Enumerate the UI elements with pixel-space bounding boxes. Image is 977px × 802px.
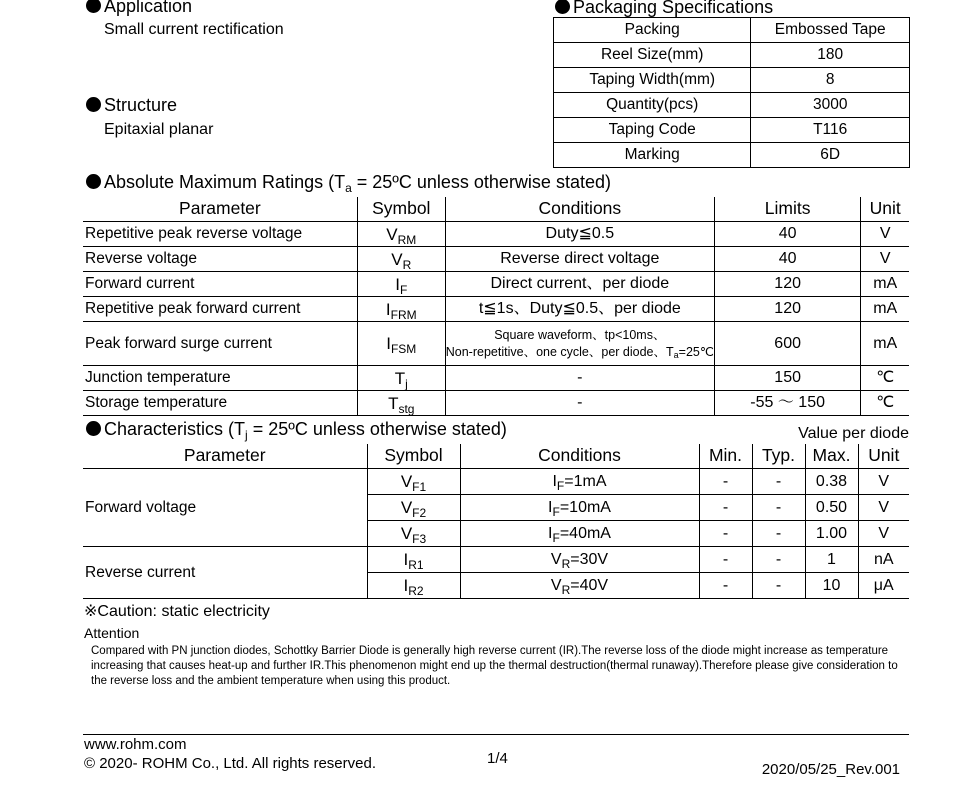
- chr-heading: [86, 419, 507, 442]
- caution-title: ※Caution: static electricity: [84, 603, 270, 620]
- amr-table: [83, 197, 909, 416]
- chr-header-unit: Unit: [858, 444, 909, 469]
- amr-header-unit: Unit: [861, 197, 909, 222]
- chr-min: -: [699, 573, 752, 599]
- chr-header-parameter: Parameter: [83, 444, 367, 469]
- chr-conditions: [460, 521, 699, 547]
- bullet-icon: [555, 0, 570, 14]
- symbol-main: I: [403, 550, 409, 569]
- symbol-sub: RM: [397, 232, 417, 247]
- amr-row: [83, 391, 909, 416]
- amr-header-conditions: Conditions: [445, 197, 714, 222]
- chr-symbol: [367, 495, 460, 521]
- symbol-sub: j: [405, 376, 408, 391]
- packaging-value: 6D: [751, 143, 910, 168]
- symbol-sub: R1: [408, 558, 424, 572]
- amr-heading: [86, 172, 611, 195]
- structure-heading-text: Structure: [104, 95, 178, 115]
- amr-symbol: [357, 297, 445, 322]
- amr-symbol: [357, 391, 445, 416]
- packaging-table: [553, 17, 910, 168]
- amr-row: [83, 247, 909, 272]
- amr-unit: ℃: [861, 391, 909, 416]
- cond-line-2: [446, 344, 714, 361]
- symbol-sub: FRM: [390, 307, 417, 322]
- amr-conditions: Reverse direct voltage: [445, 247, 714, 272]
- cond-line-2-pre: Non-repetitive、one cycle、per diode、T: [445, 344, 674, 359]
- symbol-sub: F3: [412, 532, 427, 546]
- cond-value: =30V: [570, 550, 609, 568]
- chr-header-min: Min.: [699, 444, 752, 469]
- packaging-value: 3000: [751, 93, 910, 118]
- cond-value: =40mA: [559, 524, 611, 542]
- chr-min: -: [699, 495, 752, 521]
- chr-conditions: [460, 469, 699, 495]
- footer-date: 2020/05/25_Rev.001: [761, 761, 900, 778]
- symbol-sub: F2: [412, 506, 427, 520]
- chr-row: [83, 547, 909, 573]
- symbol-sub: R2: [408, 584, 424, 598]
- amr-conditions: [445, 322, 714, 366]
- chr-header-typ: Typ.: [752, 444, 805, 469]
- amr-limit: 40: [714, 247, 860, 272]
- symbol-sub: F: [399, 282, 408, 297]
- caution-line-3: the reverse loss and the ambient temperature when using this product.: [91, 675, 451, 687]
- amr-limit: 40: [714, 222, 860, 247]
- symbol-main: I: [395, 274, 400, 294]
- structure-heading: [86, 95, 177, 115]
- application-heading-text: Application: [104, 0, 193, 16]
- caution-line-2: increasing that causes heat-up and further IR.This phenomenon might end up the thermal destruction(thermal runaway).Therefore please give consideration to: [91, 660, 898, 672]
- cond-symbol: V: [550, 576, 562, 594]
- chr-max: 1.00: [805, 521, 858, 547]
- cond-symbol: I: [552, 472, 557, 490]
- packaging-row: [554, 43, 910, 68]
- cond-sub: F: [556, 478, 565, 493]
- cond-sub: F: [552, 504, 560, 519]
- symbol-main: V: [391, 249, 403, 269]
- chr-typ: -: [752, 469, 805, 495]
- amr-unit: mA: [861, 272, 909, 297]
- amr-param: Reverse voltage: [83, 247, 357, 272]
- amr-param: Junction temperature: [83, 366, 357, 391]
- chr-row: [83, 469, 909, 495]
- chr-min: -: [699, 547, 752, 573]
- chr-heading-pre: Characteristics (T: [104, 419, 246, 439]
- chr-unit: μA: [858, 573, 909, 599]
- amr-row: [83, 322, 909, 366]
- bullet-icon: [86, 97, 101, 112]
- amr-param: Repetitive peak forward current: [83, 297, 357, 322]
- symbol-main: V: [386, 224, 398, 244]
- chr-typ: -: [752, 495, 805, 521]
- amr-heading-post: = 25ºC unless otherwise stated): [351, 172, 611, 192]
- cond-line-1: Square waveform、tp<10ms、: [494, 327, 666, 342]
- symbol-sub: FSM: [390, 342, 417, 356]
- packaging-heading-text: Packaging Specifications: [573, 0, 774, 17]
- packaging-label: Quantity(pcs): [554, 93, 751, 118]
- symbol-main: T: [388, 393, 399, 413]
- amr-unit: V: [861, 247, 909, 272]
- chr-symbol: [367, 573, 460, 599]
- packaging-row: [554, 68, 910, 93]
- amr-header-parameter: Parameter: [83, 197, 357, 222]
- chr-min: -: [699, 521, 752, 547]
- symbol-sub: R: [402, 257, 412, 272]
- cond-value: =1mA: [564, 472, 607, 490]
- chr-param-forward: Forward voltage: [83, 469, 367, 547]
- amr-param: Repetitive peak reverse voltage: [83, 222, 357, 247]
- chr-conditions: [460, 573, 699, 599]
- chr-header-symbol: Symbol: [367, 444, 460, 469]
- page-number: 1/4: [487, 750, 508, 767]
- packaging-row: [554, 18, 910, 43]
- packaging-row: [554, 93, 910, 118]
- chr-typ: -: [752, 547, 805, 573]
- chr-header-max: Max.: [805, 444, 858, 469]
- packaging-label: Reel Size(mm): [554, 43, 751, 68]
- amr-conditions: Duty≦0.5: [445, 222, 714, 247]
- symbol-main: T: [394, 368, 406, 388]
- amr-symbol: [357, 247, 445, 272]
- amr-row: [83, 366, 909, 391]
- caution-text: [91, 644, 921, 689]
- bullet-icon: [86, 421, 101, 436]
- amr-limit: 150: [714, 366, 860, 391]
- cond-sub: F: [552, 530, 560, 545]
- amr-conditions: -: [445, 391, 714, 416]
- chr-min: -: [699, 469, 752, 495]
- chr-header-conditions: Conditions: [460, 444, 699, 469]
- chr-max: 0.50: [805, 495, 858, 521]
- structure-text: Epitaxial planar: [104, 121, 214, 138]
- amr-conditions: Direct current、per diode: [445, 272, 714, 297]
- amr-unit: V: [861, 222, 909, 247]
- chr-typ: -: [752, 573, 805, 599]
- amr-param: Storage temperature: [83, 391, 357, 416]
- packaging-label: Packing: [554, 18, 751, 43]
- amr-unit: mA: [861, 297, 909, 322]
- amr-limit: 600: [714, 322, 860, 366]
- chr-symbol: [367, 547, 460, 573]
- characteristics-table: [83, 444, 909, 599]
- cond-value: =40V: [570, 576, 609, 594]
- footer-website[interactable]: www.rohm.com: [84, 736, 187, 753]
- amr-heading-sub: a: [345, 181, 352, 195]
- cond-line-2-post: =25℃: [678, 344, 714, 359]
- symbol-sub: stg: [398, 401, 415, 416]
- packaging-heading: [555, 0, 773, 17]
- symbol-main: V: [400, 472, 413, 491]
- footer-divider: [83, 734, 909, 735]
- packaging-label: Taping Width(mm): [554, 68, 751, 93]
- packaging-row: [554, 118, 910, 143]
- application-text: Small current rectification: [104, 21, 284, 38]
- packaging-value: 8: [751, 68, 910, 93]
- cond-sub: R: [561, 556, 571, 571]
- chr-header-row: [83, 444, 909, 469]
- amr-limit: -55 ～ 150: [714, 391, 860, 416]
- packaging-value: T116: [751, 118, 910, 143]
- bullet-icon: [86, 174, 101, 189]
- amr-param: Forward current: [83, 272, 357, 297]
- footer-copyright: © 2020- ROHM Co., Ltd. All rights reserved.: [84, 755, 376, 772]
- amr-symbol: [357, 272, 445, 297]
- symbol-main: I: [385, 299, 391, 319]
- amr-heading-pre: Absolute Maximum Ratings (T: [104, 172, 346, 192]
- symbol-main: V: [400, 498, 413, 517]
- amr-header-symbol: Symbol: [357, 197, 445, 222]
- chr-heading-sub: j: [245, 428, 248, 442]
- amr-header-row: [83, 197, 909, 222]
- packaging-value: Embossed Tape: [751, 18, 910, 43]
- amr-limit: 120: [714, 297, 860, 322]
- cond-symbol: I: [548, 524, 553, 542]
- chr-conditions: [460, 495, 699, 521]
- chr-max: 10: [805, 573, 858, 599]
- amr-param: Peak forward surge current: [83, 322, 357, 366]
- amr-header-limits: Limits: [714, 197, 860, 222]
- cond-symbol: I: [548, 498, 553, 516]
- chr-param-reverse: Reverse current: [83, 547, 367, 599]
- amr-unit: mA: [861, 322, 909, 366]
- amr-row: [83, 272, 909, 297]
- chr-symbol: [367, 469, 460, 495]
- chr-note: Value per diode: [798, 425, 909, 442]
- symbol-main: I: [386, 334, 391, 353]
- chr-max: 0.38: [805, 469, 858, 495]
- amr-conditions: -: [445, 366, 714, 391]
- attention-label: Attention: [84, 625, 140, 641]
- amr-row: [83, 222, 909, 247]
- symbol-main: V: [400, 524, 413, 543]
- chr-max: 1: [805, 547, 858, 573]
- cond-value: =10mA: [559, 498, 611, 516]
- cond-line-2-sub: a: [673, 349, 679, 360]
- amr-unit: ℃: [861, 366, 909, 391]
- symbol-main: I: [403, 576, 409, 595]
- chr-typ: -: [752, 521, 805, 547]
- amr-row: [83, 297, 909, 322]
- caution-line-1: Compared with PN junction diodes, Schottky Barrier Diode is generally high reverse current (IR).The reverse loss of the diode might increase as temperature: [91, 645, 889, 657]
- amr-symbol: [357, 322, 445, 366]
- chr-conditions: [460, 547, 699, 573]
- packaging-value: 180: [751, 43, 910, 68]
- chr-heading-post: = 25ºC unless otherwise stated): [247, 419, 507, 439]
- chr-unit: V: [858, 521, 909, 547]
- chr-unit: nA: [858, 547, 909, 573]
- packaging-label: Taping Code: [554, 118, 751, 143]
- amr-limit: 120: [714, 272, 860, 297]
- cond-sub: R: [561, 582, 571, 597]
- chr-symbol: [367, 521, 460, 547]
- packaging-row: [554, 143, 910, 168]
- cond-symbol: V: [550, 550, 562, 568]
- bullet-icon: [86, 0, 101, 13]
- amr-symbol: [357, 366, 445, 391]
- chr-unit: V: [858, 495, 909, 521]
- amr-symbol: [357, 222, 445, 247]
- chr-unit: V: [858, 469, 909, 495]
- application-heading: [86, 0, 192, 16]
- packaging-label: Marking: [554, 143, 751, 168]
- symbol-sub: F1: [412, 480, 427, 494]
- amr-conditions: t≦1s、Duty≦0.5、per diode: [445, 297, 714, 322]
